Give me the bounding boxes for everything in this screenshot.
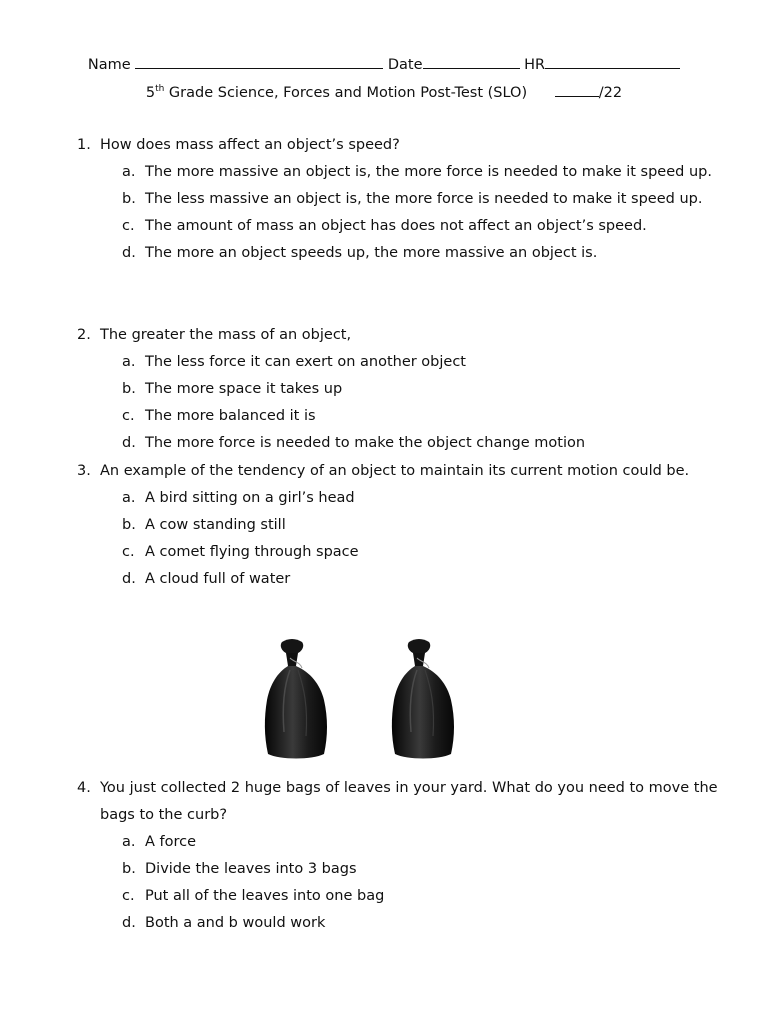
option-text: The more force is needed to make the object change motion — [145, 435, 586, 451]
answer-option — [122, 349, 727, 376]
garbage-bag-right — [392, 639, 454, 759]
answer-option — [122, 159, 727, 186]
option-text: The less massive an object is, the more force is needed to make it speed up. — [145, 191, 703, 207]
question-number: 3. — [77, 463, 91, 479]
answer-option — [122, 512, 727, 539]
answer-option — [122, 883, 727, 910]
date-label: Date — [387, 57, 423, 73]
answer-option — [122, 376, 727, 403]
garbage-bags-illustration — [232, 636, 482, 764]
score-blank — [555, 82, 599, 97]
option-text: A bird sitting on a girl’s head — [145, 490, 355, 506]
question-4 — [77, 775, 727, 937]
option-letter: c. — [122, 218, 135, 234]
option-letter: a. — [122, 354, 136, 370]
question-number: 2. — [77, 327, 91, 343]
option-letter: b. — [122, 517, 136, 533]
option-letter: c. — [122, 408, 135, 424]
option-letter: b. — [122, 381, 136, 397]
option-text: Put all of the leaves into one bag — [145, 888, 385, 904]
answer-option — [122, 856, 727, 883]
option-letter: b. — [122, 191, 136, 207]
option-letter: d. — [122, 435, 136, 451]
question-text: How does mass affect an object’s speed? — [100, 137, 400, 153]
hr-label: HR — [524, 57, 546, 73]
answer-option — [122, 213, 727, 240]
option-letter: a. — [122, 834, 136, 850]
question-text: The greater the mass of an object, — [100, 327, 352, 343]
question-3 — [77, 458, 727, 593]
answer-option — [122, 829, 727, 856]
question-text: You just collected 2 huge bags of leaves in your yard. What do you need to move the bags to the curb? — [100, 780, 718, 823]
test-title: Grade Science, Forces and Motion Post-Test (SLO) — [164, 85, 528, 101]
option-text: The less force it can exert on another object — [145, 354, 466, 370]
option-text: Divide the leaves into 3 bags — [145, 861, 357, 877]
answer-option — [122, 485, 727, 512]
option-text: A comet flying through space — [145, 544, 359, 560]
option-text: A cloud full of water — [145, 571, 291, 587]
question-2 — [77, 322, 727, 457]
answer-option — [122, 430, 727, 457]
option-letter: d. — [122, 571, 136, 587]
question-number: 4. — [77, 780, 91, 796]
name-blank — [135, 54, 383, 69]
option-text: A force — [145, 834, 197, 850]
answer-option — [122, 186, 727, 213]
option-text: The more space it takes up — [145, 381, 343, 397]
option-text: The more balanced it is — [145, 408, 316, 424]
option-letter: a. — [122, 164, 136, 180]
hr-blank — [545, 54, 680, 69]
option-letter: c. — [122, 888, 135, 904]
name-label: Name — [87, 57, 131, 73]
answer-option — [122, 403, 727, 430]
option-letter: d. — [122, 915, 136, 931]
garbage-bag-left — [265, 639, 327, 759]
option-text: The amount of mass an object has does not affect an object’s speed. — [145, 218, 647, 234]
option-letter: c. — [122, 544, 135, 560]
answer-option — [122, 539, 727, 566]
question-text: An example of the tendency of an object to maintain its current motion could be. — [100, 463, 690, 479]
question-number: 1. — [77, 137, 91, 153]
option-text: The more massive an object is, the more force is needed to make it speed up. — [145, 164, 712, 180]
answer-option — [122, 240, 727, 267]
option-text: Both a and b would work — [145, 915, 326, 931]
answer-option — [122, 566, 727, 593]
score-total: /22 — [598, 85, 623, 101]
option-text: A cow standing still — [145, 517, 286, 533]
date-blank — [423, 54, 520, 69]
grade-number: 5 — [145, 85, 156, 101]
option-letter: d. — [122, 245, 136, 261]
grade-suffix: th — [155, 84, 165, 95]
option-letter: b. — [122, 861, 136, 877]
option-text: The more an object speeds up, the more massive an object is. — [145, 245, 598, 261]
option-letter: a. — [122, 490, 136, 506]
test-title-line — [0, 82, 768, 101]
question-1 — [77, 132, 727, 267]
student-info-line — [0, 54, 768, 73]
answer-option — [122, 910, 727, 937]
garbage-bags-icon — [232, 636, 482, 764]
